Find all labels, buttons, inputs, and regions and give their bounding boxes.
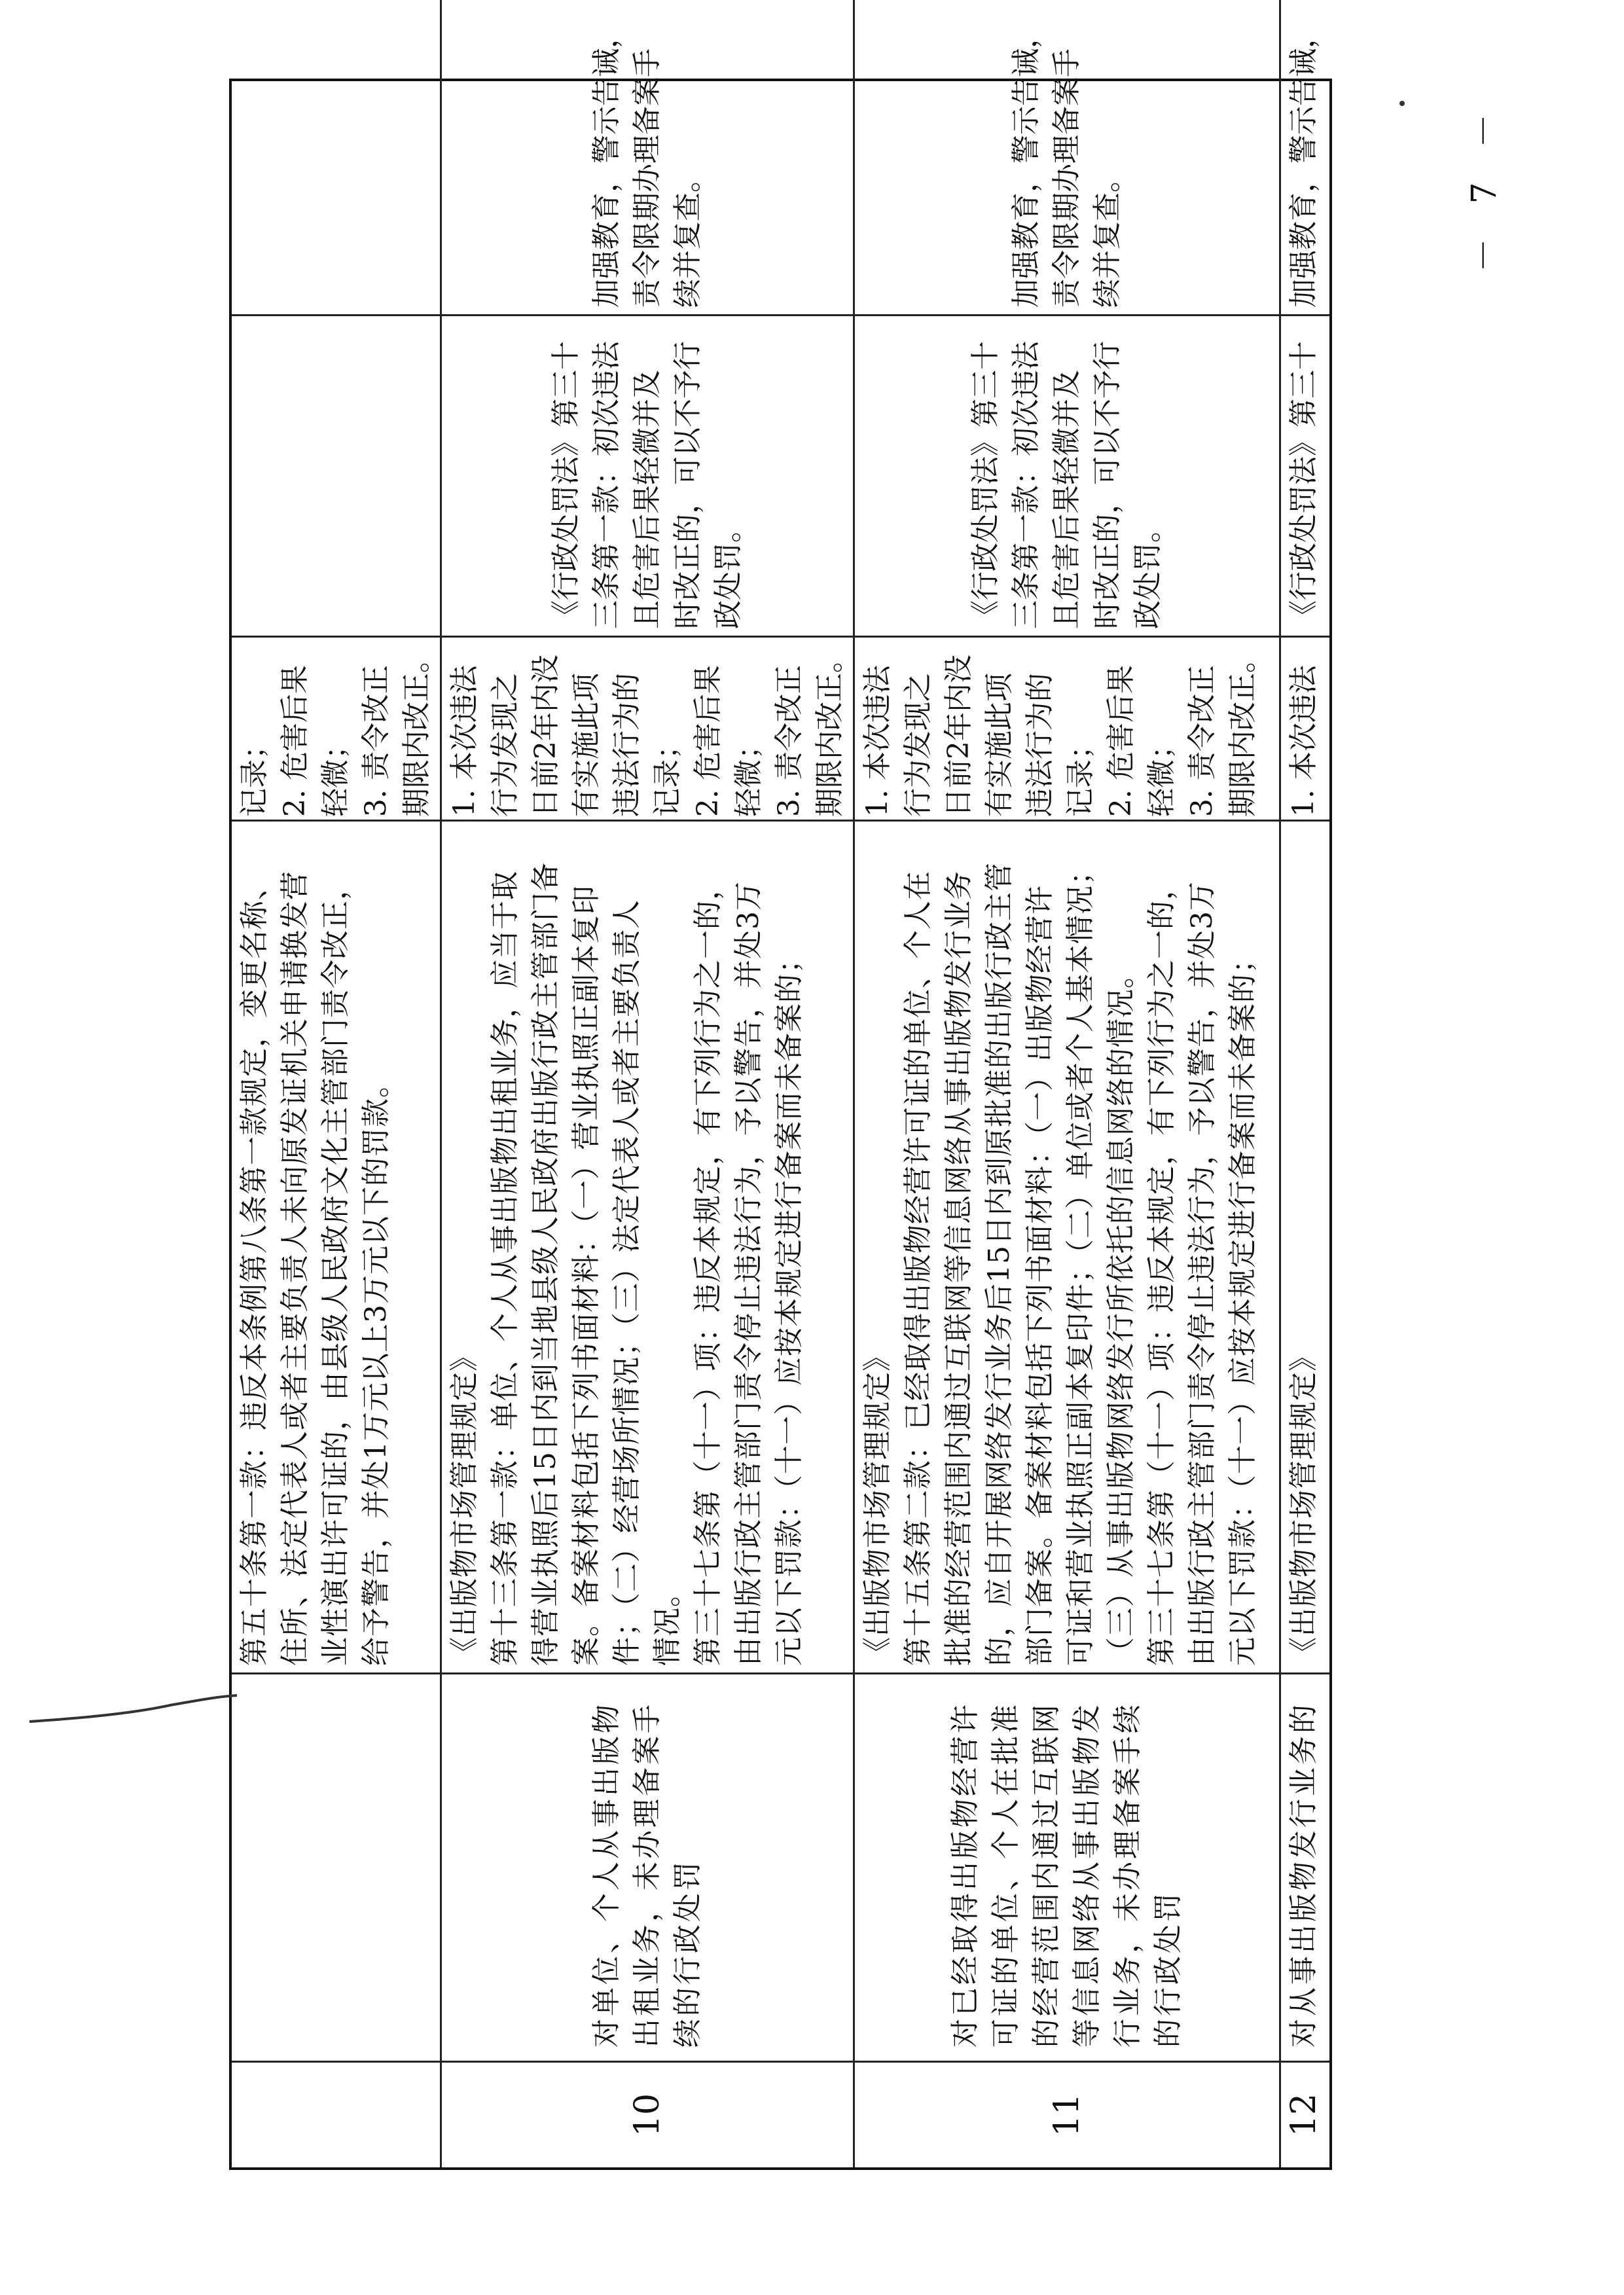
row-number: 10 <box>441 2062 854 2168</box>
legal-basis: 《出版物市场管理规定》 第十五条第二款：已经取得出版物经营许可证的单位、个人在 批准的经营范围内通过互联网等信息网络从事出版物发行业务 的，应自开展网络发行业务后15日内到原批准的出版行政主管 部门备案。备案材料包括下列书面材料：（一）出版物经营许 可证和营业执照正副本复印件；（二）单位或者个人基本情况； （三）从事出版物网络发行所依托的信息网络的情况。 第三十七条第（十一）项：违反本规定，有下列行为之一的， 由出版行政主管部门责令停止违法行为，予以警告，并处3万 元以下罚款：（十一）应按本规定进行备案而未备案的； <box>854 821 1280 1674</box>
table-row <box>441 0 854 2167</box>
legal-basis: 第五十条第一款：违反本条例第八条第一款规定，变更名称、 住所、法定代表人或者主要负责人未向原发证机关申请换发营 业性演出许可证的，由县级人民政府文化主管部门责令改正， 给予警告，并处1万元以上3万元以下的罚款。 <box>232 821 441 1674</box>
penalty-exemption-table <box>229 20 1332 2170</box>
non-penalty-basis <box>232 316 441 637</box>
measures: 加强教育，警示告诫， <box>1280 0 1330 316</box>
violation-item <box>232 1674 441 2062</box>
violation-item: 对从事出版物发行业务的 <box>1280 1674 1330 2062</box>
non-penalty-basis: 《行政处罚法》第三十 三条第一款：初次违法 且危害后果轻微并及 时改正的，可以不予行 政处罚。 <box>854 316 1280 637</box>
violation-item: 对单位、个人从事出版物 出租业务，未办理备案手 续的行政处罚 <box>441 1674 854 2062</box>
table-row <box>1280 0 1330 2167</box>
circumstances: 1. 本次违法 行为发现之 日前2年内没 有实施此项 违法行为的 记录； 2. 危害后果 轻微； 3. 责令改正 期限内改正。 <box>854 637 1280 821</box>
legal-basis: 《出版物市场管理规定》 第十三条第一款：单位、个人从事出版物出租业务，应当于取 得营业执照后15日内到当地县级人民政府出版行政主管部门备 案。备案材料包括下列书面材料：（一）营业执照正副本复印 件；（二）经营场所情况；（三）法定代表人或者主要负责人 情况。 第三十七条第（十一）项：违反本规定，有下列行为之一的， 由出版行政主管部门责令停止违法行为，予以警告，并处3万 元以下罚款：（十一）应按本规定进行备案而未备案的； <box>441 821 854 1674</box>
measures: 加强教育，警示告诫， 责令限期办理备案手 续并复查。 <box>854 0 1280 316</box>
row-number: 12 <box>1280 2062 1330 2168</box>
row-number <box>232 2062 441 2168</box>
table-row <box>232 0 441 2167</box>
circumstances: 记录； 2. 危害后果 轻微； 3. 责令改正 期限内改正。 <box>232 637 441 821</box>
measures: 加强教育，警示告诫， 责令限期办理备案手 续并复查。 <box>441 0 854 316</box>
legal-basis: 《出版物市场管理规定》 <box>1280 821 1330 1674</box>
circumstances: 1. 本次违法 行为发现之 日前2年内没 有实施此项 违法行为的 记录； 2. 危害后果 轻微； 3. 责令改正 期限内改正。 <box>441 637 854 821</box>
non-penalty-basis: 《行政处罚法》第三十 <box>1280 316 1330 637</box>
violation-item: 对已经取得出版物经营许 可证的单位、个人在批准 的经营范围内通过互联网 等信息网络从事出版物发 行业务，未办理备案手续 的行政处罚 <box>854 1674 1280 2062</box>
circumstances: 1. 本次违法 <box>1280 637 1330 821</box>
page-number: － 7 － <box>1465 101 1504 272</box>
measures <box>232 0 441 316</box>
row-number: 11 <box>854 2062 1280 2168</box>
table-row <box>854 0 1280 2167</box>
non-penalty-basis: 《行政处罚法》第三十 三条第一款：初次违法 且危害后果轻微并及 时改正的，可以不予行 政处罚。 <box>441 316 854 637</box>
